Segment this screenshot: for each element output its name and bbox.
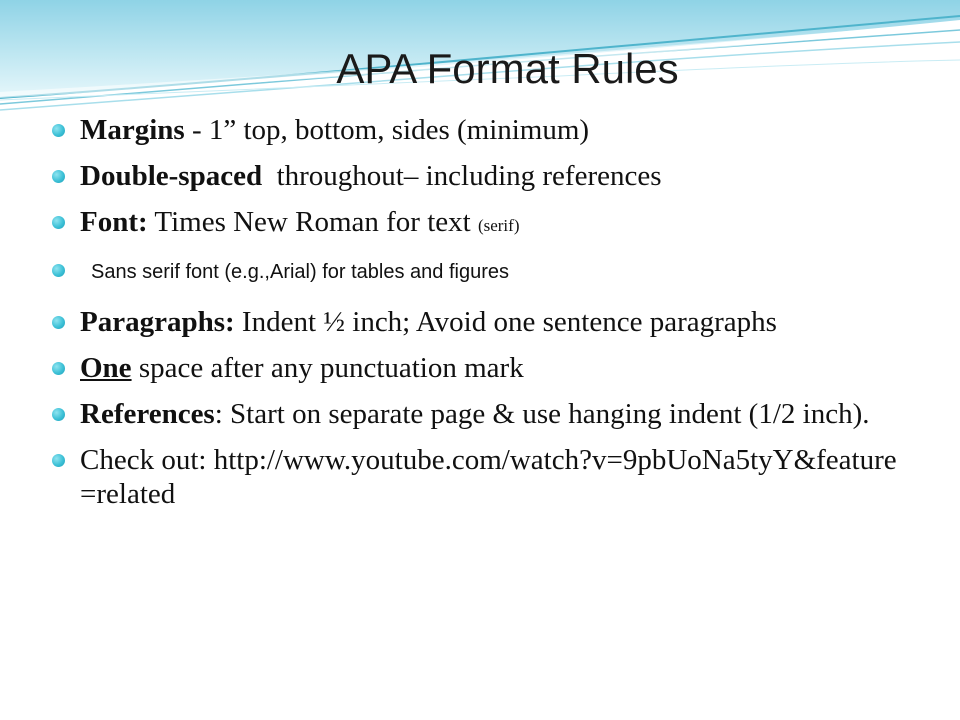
bullet-paragraphs-label: Paragraphs: [80,306,235,338]
bullet-one-space-label: One [80,352,132,384]
bullet-double-spaced-text: throughout– including references [262,160,662,192]
bullet-font-text: Times New Roman for text [147,206,478,238]
bullet-dot-icon [52,408,65,421]
slide-title: APA Format Rules [336,45,679,92]
bullet-check-out[interactable] [52,443,912,511]
bullet-margins [52,113,912,147]
bullet-sans-serif [52,255,912,289]
bullet-dot-icon [52,216,65,229]
bullet-font-label: Font: [80,206,148,238]
bullet-paragraphs [52,305,912,339]
bullet-dot-icon [52,454,65,467]
bullet-one-space-text: space after any punctuation mark [131,352,524,384]
bullet-check-out-link[interactable]: Check out: http://www.youtube.com/watch?v=9pbUoNa5tyY&feature=related [80,444,897,510]
bullet-margins-text: - 1” top, bottom, sides (minimum) [184,114,590,146]
bullet-double-spaced-label: Double-spaced [80,160,263,192]
bullet-list [52,113,912,523]
bullet-references-label: References [80,398,215,430]
bullet-dot-icon [52,264,65,277]
bullet-dot-icon [52,124,65,137]
bullet-dot-icon [52,362,65,375]
bullet-paragraphs-text: Indent ½ inch; Avoid one sentence paragraphs [234,306,777,338]
bullet-margins-label: Margins [80,114,185,146]
bullet-references-text: : Start on separate page & use hanging indent (1/2 inch). [214,398,870,430]
bullet-font-serif-note: (serif) [477,216,520,235]
bullet-references [52,397,912,431]
bullet-sans-serif-text: Sans serif font (e.g.,Arial) for tables and figures [91,261,509,283]
bullet-dot-icon [52,170,65,183]
bullet-font [52,205,912,243]
bullet-double-spaced [52,159,912,193]
bullet-dot-icon [52,316,65,329]
bullet-one-space [52,351,912,385]
